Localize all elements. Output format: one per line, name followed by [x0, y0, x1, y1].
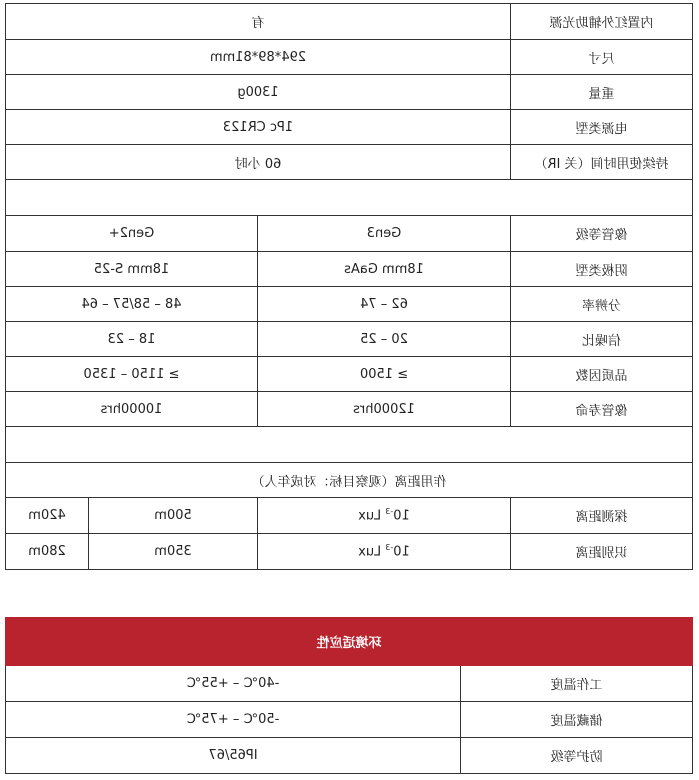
power-value: 1Pc CR123	[6, 110, 511, 145]
resolution-label: 分辨率	[511, 287, 693, 322]
size-label: 尺寸	[511, 40, 693, 75]
cathode-label: 阴极类型	[511, 252, 693, 287]
row-ir	[6, 4, 693, 40]
cathode-gen3: 18mm GaAs	[258, 252, 511, 287]
lifetime-gen2: 10000hrs	[6, 392, 258, 427]
lifetime-gen3: 12000hrs	[258, 392, 511, 427]
size-value: 294*89*81mm	[6, 40, 511, 75]
protection-value: IP65/67	[5, 738, 460, 774]
fom-gen2: ≥ 1150 – 1350	[6, 357, 258, 392]
row-cathode	[6, 252, 693, 287]
blank-row	[6, 427, 693, 463]
weight-label: 重量	[511, 75, 693, 110]
runtime-value: 60 小时	[6, 145, 511, 180]
recognition-label: 识别距离	[511, 534, 693, 570]
env-row	[5, 702, 692, 738]
row-size	[6, 40, 693, 75]
weight-value: 1300g	[6, 75, 511, 110]
row-range-title	[6, 463, 693, 498]
snr-gen3: 20 – 25	[258, 322, 511, 357]
row-weight	[6, 75, 693, 110]
tube-grade-label: 像管等级	[511, 216, 693, 252]
row-recognition	[6, 534, 693, 570]
blank-row	[6, 180, 693, 216]
range-title: 作用距离（观察目标：对成年人）	[6, 463, 693, 498]
fom-gen3: ≥ 1500	[258, 357, 511, 392]
row-snr	[6, 322, 693, 357]
tube-grade-gen3: Gen3	[258, 216, 511, 252]
storage-temp-value: -50℃ – +75℃	[5, 702, 460, 738]
env-row	[5, 666, 692, 702]
power-label: 电源类型	[511, 110, 693, 145]
ir-value: 有	[6, 4, 511, 40]
ir-label: 内置红外辅助光源	[511, 4, 693, 40]
working-temp-value: -40℃ – +55℃	[5, 666, 460, 702]
protection-label: 防护等级	[461, 738, 693, 774]
detection-label: 探测距离	[511, 498, 693, 534]
env-row	[5, 738, 692, 774]
snr-label: 信噪比	[511, 322, 693, 357]
fom-label: 品质因数	[511, 357, 693, 392]
row-lifetime	[6, 392, 693, 427]
row-fom	[6, 357, 693, 392]
snr-gen2: 18 – 23	[6, 322, 258, 357]
row-blank-2	[6, 427, 693, 463]
detection-gen3: 500m	[88, 498, 257, 533]
detection-values	[6, 498, 258, 534]
row-runtime	[6, 145, 693, 180]
row-power	[6, 110, 693, 145]
recognition-lux: $10^{-3}$ Lux	[258, 534, 511, 570]
recognition-gen2: 280m	[28, 544, 66, 559]
row-tube-grade	[6, 216, 693, 252]
detection-lux: $10^{-3}$ Lux	[258, 498, 511, 534]
recognition-gen3: 350m	[88, 534, 257, 569]
cathode-gen2: 18mm S-25	[6, 252, 258, 287]
runtime-label: 持续使用时间（关 IR）	[511, 145, 693, 180]
resolution-gen3: 62 – 74	[258, 287, 511, 322]
environment-table	[5, 617, 693, 774]
lifetime-label: 像管寿命	[511, 392, 693, 427]
resolution-gen2: 48 – 58/57 – 64	[6, 287, 258, 322]
row-detection	[6, 498, 693, 534]
storage-temp-label: 储藏温度	[461, 702, 693, 738]
tube-grade-gen2: Gen2+	[6, 216, 258, 252]
env-title: 环境适应性	[5, 618, 692, 666]
row-resolution	[6, 287, 693, 322]
env-header-row	[5, 618, 692, 666]
row-blank-1	[6, 180, 693, 216]
spec-table	[5, 3, 693, 570]
detection-gen2: 420m	[28, 508, 66, 523]
working-temp-label: 工作温度	[461, 666, 693, 702]
recognition-values	[6, 534, 258, 570]
